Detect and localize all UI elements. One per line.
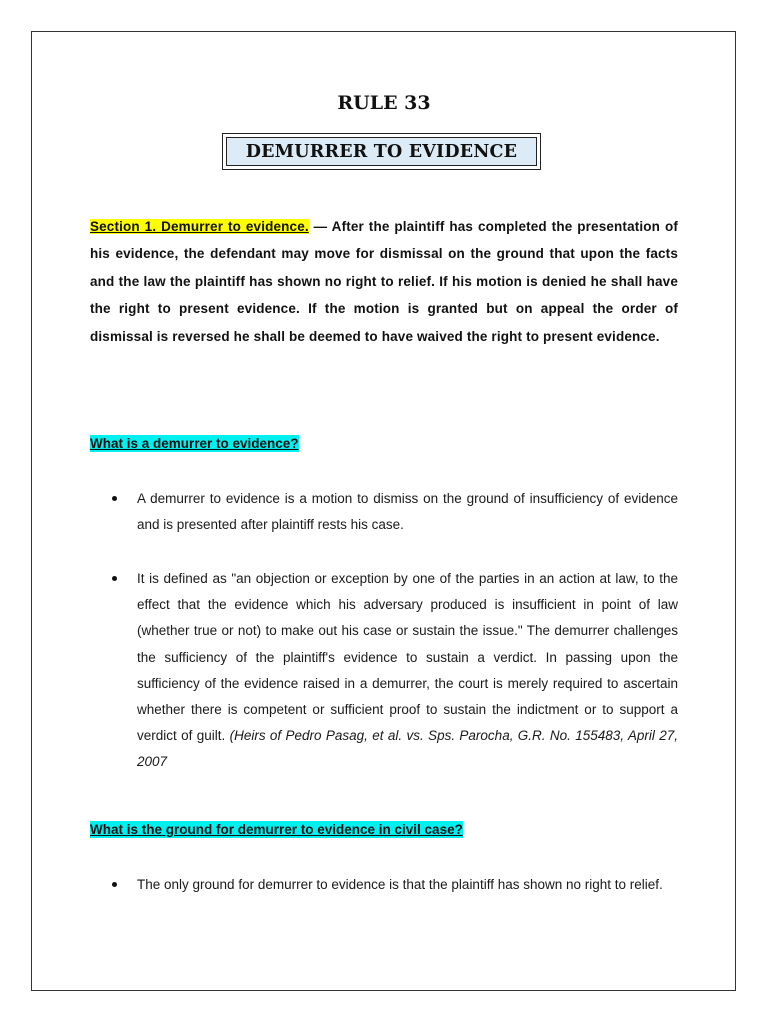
section-heading: Section 1. Demurrer to evidence. (90, 219, 309, 234)
bullet-icon (112, 496, 117, 501)
list-item-text: A demurrer to evidence is a motion to dismiss on the ground of insufficiency of evidence and is presented after plaintiff rests his case. (137, 491, 678, 533)
answer-list-2 (137, 566, 678, 776)
question-1 (90, 436, 299, 451)
list-item (137, 486, 678, 538)
bullet-icon (112, 882, 117, 887)
question-2 (90, 822, 463, 837)
answer-list-3 (137, 872, 678, 898)
title-box (222, 133, 541, 170)
document-title: DEMURRER TO EVIDENCE (226, 137, 537, 166)
answer-list-1 (137, 486, 678, 538)
list-item (137, 872, 678, 898)
case-citation: (Heirs of Pedro Pasag, et al. vs. Sps. Parocha, G.R. No. 155483, April 27, 2007 (137, 728, 678, 770)
question-2-text: What is the ground for demurrer to evidence in civil case? (90, 822, 463, 837)
list-item (137, 566, 678, 776)
list-item-text: It is defined as "an objection or exception by one of the parties in an action at law, to the effect that the evidence which his adversary produced is insufficient in point of law (whether true or not) to make out his case or sustain the issue." The demurrer challenges the sufficiency of the plaintiff's evidence to sustain a verdict. In passing upon the sufficiency of the evidence raised in a demurrer, the court is merely required to ascertain whether there is competent or sufficient proof to sustain the indictment or to support a verdict of guilt. (137, 571, 678, 744)
section-body: — After the plaintiff has completed the presentation of his evidence, the defendant may move for dismissal on the ground that upon the facts and the law the plaintiff has shown no right to relief. If his motion is denied he shall have the right to present evidence. If the motion is granted but on appeal the order of dismissal is reversed he shall be deemed to have waived the right to present evidence. (90, 219, 678, 344)
rule-number: RULE 33 (337, 92, 431, 114)
list-item-text: The only ground for demurrer to evidence is that the plaintiff has shown no right to relief. (137, 877, 663, 892)
bullet-icon (112, 576, 117, 581)
section-1-paragraph (90, 213, 678, 350)
question-1-text: What is a demurrer to evidence? (90, 436, 299, 451)
